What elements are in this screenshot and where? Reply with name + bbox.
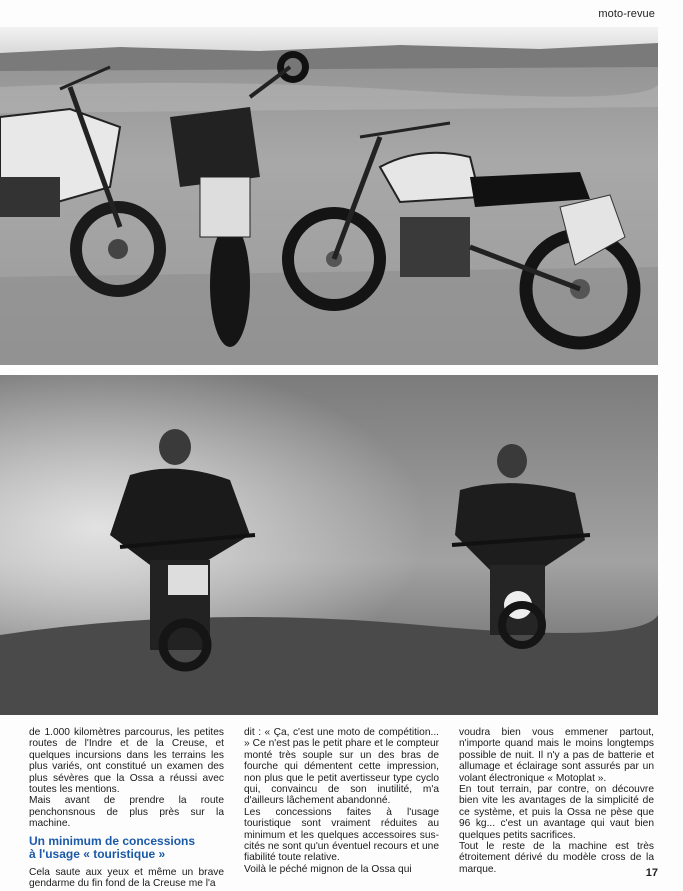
paragraph: Mais avant de prendre la route penchonsnous de plus près sur la machine. [29, 795, 224, 830]
section-subheading [29, 835, 224, 861]
subheading-line: à l'usage « touristique » [29, 846, 166, 861]
subheading-line: Un minimum de concessions [29, 833, 196, 848]
article-column-3 [459, 727, 654, 875]
paragraph: Tout le reste de la machine est très étroitement dérivé du modèle cross de la marque. [459, 841, 654, 875]
photo-riders-image [0, 375, 658, 715]
paragraph: Cela saute aux yeux et même un brave gendarme du fin fond de la Creuse me l'a [29, 866, 224, 890]
paragraph: Voilà le péché mignon de la Ossa qui [244, 863, 412, 875]
page-number: 17 [645, 867, 658, 879]
paragraph: En tout terrain, par contre, on découvre bien vite les avantages de la simplicité de ce système, et puis la Ossa ne pèse que 96 kg... c'est un avantage qui vaut bien quelques petits sacrifices. [459, 784, 654, 841]
article-column-2 [244, 727, 439, 875]
article-column-1 [29, 727, 224, 889]
photo-watermark: HD [355, 419, 381, 439]
photo-riders-hillside [0, 375, 658, 715]
paragraph: dit : « Ça, c'est une moto de compétition... » Ce n'est pas le petit phare et le compteur monté très souple sur un des bras de fourche qui démentent cette impression, non plus que le petit avertisseur type cyclo qui, convaincu de son inutilité, m'a d'ailleurs lâchement abandonné. [244, 727, 439, 807]
publication-name: moto-revue [598, 8, 655, 20]
paragraph: de 1.000 kilomètres parcourus, les petites routes de l'Indre et de la Creuse, et quelques incursions dans les terrains les plus variés, ont constitué un examen des plus sévères que la Ossa a réussi avec toutes les mentions. [29, 727, 224, 796]
paragraph: Les concessions faites à l'usage touristique sont vraiment réduites au minimum et les quelques accessoires sus-cités ne sont qu'un éventuel recours et une fiabilité toute relative. [244, 806, 439, 864]
paragraph: voudra bien vous emmener partout, n'importe quand mais le moins longtemps possible de nuit. Il n'y a pas de batterie et allumage et éclairage sont assurés par un volant électronique « Motoplat ». [459, 727, 654, 784]
photo-motorcycles-image [0, 27, 658, 365]
photo-motorcycles-parked [0, 27, 658, 365]
